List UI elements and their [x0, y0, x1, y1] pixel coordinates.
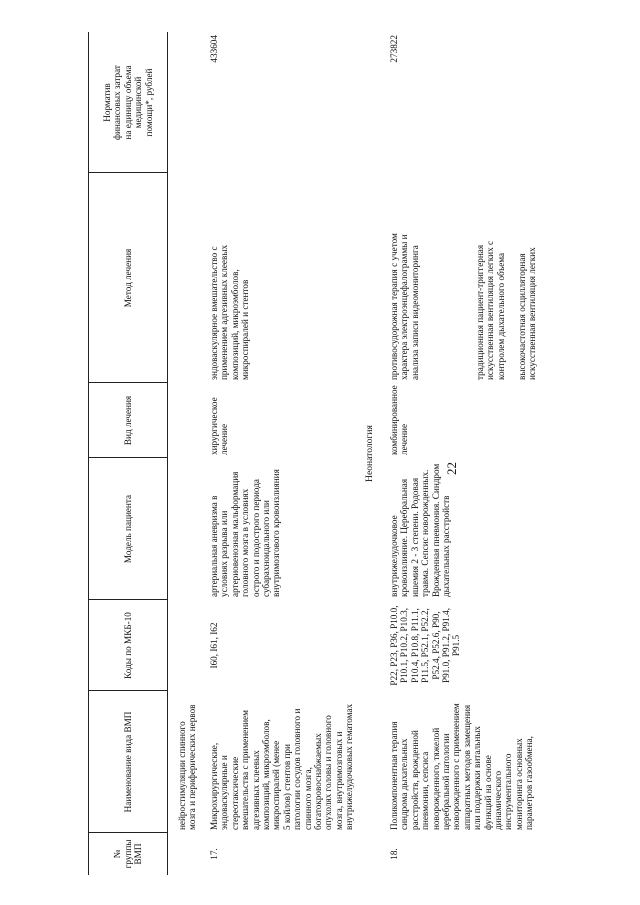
header-group: № группы ВМП — [112, 839, 144, 869]
header-type: Вид лечения — [122, 395, 133, 446]
header-divider — [89, 599, 167, 600]
row-type: комбинированное лечение — [389, 385, 410, 455]
page-number: 22 — [444, 462, 459, 475]
table-header — [89, 32, 168, 875]
section-title: Неонатология — [364, 425, 375, 482]
row-type: хирургическое лечение — [209, 397, 230, 455]
row-codes: I60, I61, I62 — [209, 622, 219, 669]
header-name: Наименование вида ВМП — [122, 711, 133, 813]
header-method: Метод лечения — [122, 248, 133, 308]
header-codes: Коды по МКБ-10 — [122, 612, 133, 679]
vmp-table — [88, 32, 538, 875]
row-method-2: традиционная пациент-триггерная искусственная вентиляция легких с контролем дыхательного объема — [475, 240, 506, 380]
header-divider — [89, 382, 167, 383]
row-group: 18. — [389, 848, 399, 860]
header-model: Модель пациента — [122, 494, 133, 564]
header-cost: Норматив финансовых затрат на единицу объема медицинской помощи*, рублей — [101, 65, 154, 140]
row-name: нейростимуляции спинного мозга и периферических нервов — [177, 704, 198, 830]
row-method: противосудорожная терапия с учетом характера электроэнцефалограммы и анализа записи видеомониторинга — [389, 233, 420, 380]
header-divider — [89, 832, 167, 833]
row-model: артериальная аневризма в условиях разрыва или артериовенозная мальформация головного мозга в условиях острого и подострого периода субарахноидального или внутримозгового кровоизлияния — [209, 469, 282, 597]
header-divider — [89, 457, 167, 458]
row-cost: 273822 — [389, 35, 399, 63]
row-model: внутрижелудочковое кровоизлияние. Церебральная ишемия 2 - 3 степени. Родовая травма. Сепсис новорожденных. Врожденная пневмония. Синдром дыхательных расстройств — [389, 463, 452, 597]
header-divider — [89, 172, 167, 173]
row-name: Поликомпонентная терапия синдрома дыхательных расстройств, врожденной пневмонии, сепсиса новорожденного, тяжелой церебральной патологии новорожденного с применением аппаратных методов замещения или поддержки витальных функций на основе динамического инструментального мониторинга основных параметров газообмена, — [389, 703, 535, 830]
row-codes: P22, P23, P36, P10.0, P10.1, P10.2, P10.3, P10.4, P10.8, P11.1, P11.5, P52.1, P52.2, P52.4, P52.6, P90, P91.0, P91.2, P91.4, P91.5 — [389, 605, 462, 686]
row-method-3: высокочастотная осцилляторная искусственная вентиляция легких — [517, 247, 538, 380]
row-cost: 433604 — [209, 35, 219, 63]
row-name: Микрохирургические, эндоваскулярные и стереотаксические вмешательства с применением адгезивных клеевых композиций, микроэмболов, микроспиралей (менее 5 койлов) стентов при патологии сосудов головного и спинного мозга, богатокровоснабжаемых опухолях головы и головного мозга, внутримозговых и внутрижелудочковых гематомах — [209, 703, 355, 830]
header-divider — [89, 690, 167, 691]
row-group: 17. — [209, 848, 219, 860]
row-method: эндоваскулярное вмешательство с применением адгезивных клеевых композиций, микроэмболов, микроспиралей и стентов — [209, 244, 251, 380]
